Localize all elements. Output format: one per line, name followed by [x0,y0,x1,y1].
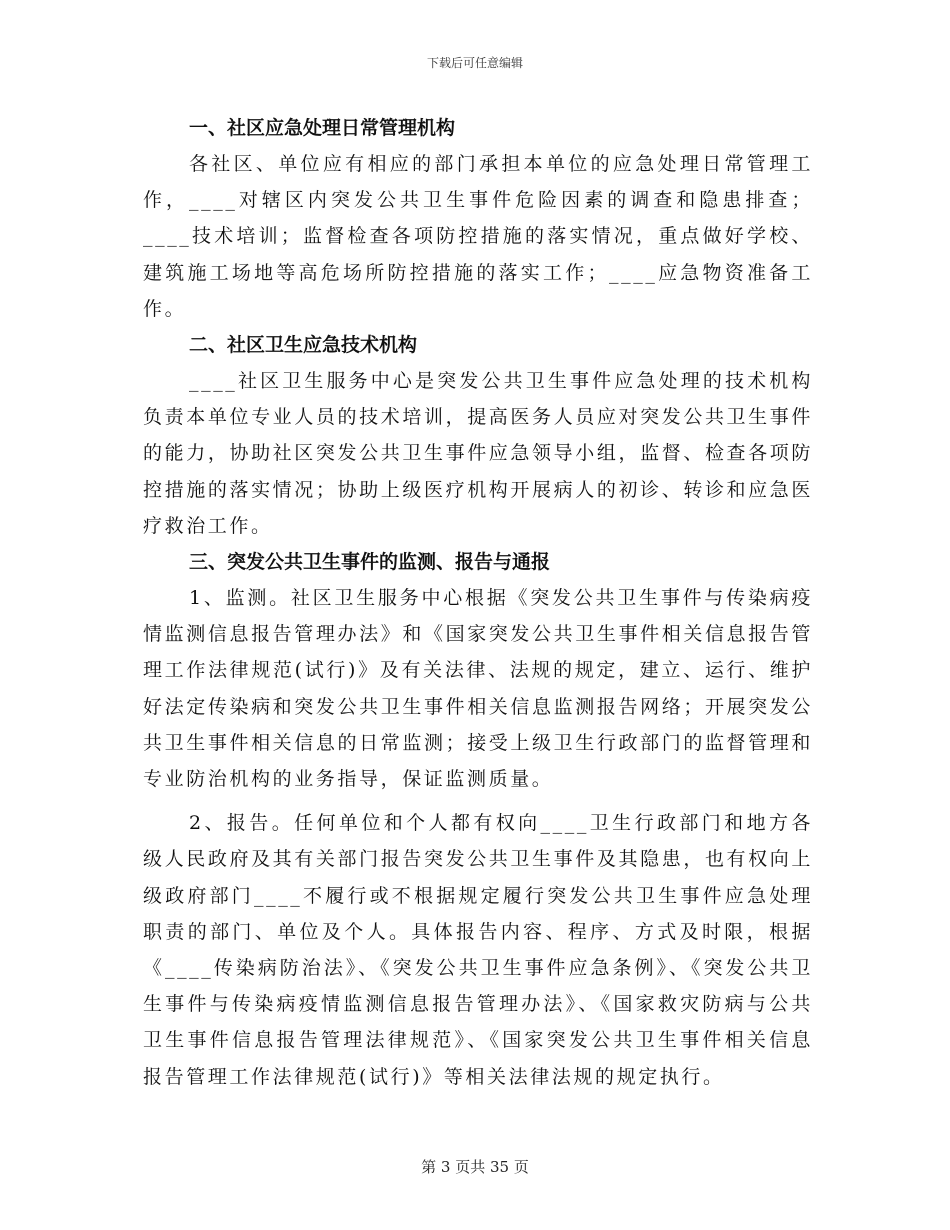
document-body [143,110,813,1095]
section-2-paragraph-1: ____社区卫生服务中心是突发公共卫生事件应急处理的技术机构负责本单位专业人员的技术培训，提高医务人员应对突发公共卫生事件的能力，协助社区突发公共卫生事件应急领导小组，监督、检查各项防控措施的落实情况；协助上级医疗机构开展病人的初诊、转诊和应急医疗救治工作。 [143,370,813,537]
section-3-paragraph-2: 2、报告。任何单位和个人都有权向____卫生行政部门和地方各级人民政府及其有关部门报告突发公共卫生事件及其隐患，也有权向上级政府部门____不履行或不根据规定履行突发公共卫生事件应急处理职责的部门、单位及个人。具体报告内容、程序、方式及时限，根据《____传染病防治法》、《突发公共卫生事件应急条例》、《突发公共卫生事件与传染病疫情监测信息报告管理办法》、《国家救灾防病与公共卫生事件信息报告管理法律规范》、《国家突发公共卫生事件相关信息报告管理工作法律规范(试行)》等相关法律法规的规定执行。 [143,812,813,1088]
page-header: 下载后可任意编辑 [426,56,523,70]
section-1-paragraph-1: 各社区、单位应有相应的部门承担本单位的应急处理日常管理工作，____对辖区内突发公共卫生事件危险因素的调查和隐患排查；____技术培训；监督检查各项防控措施的落实情况，重点做好学校、建筑施工场地等高危场所防控措施的落实工作；____应急物资准备工作。 [143,153,813,320]
paragraph-spacer [143,797,813,805]
section-heading-2: 二、社区卫生应急技术机构 [189,334,418,357]
section-heading-1: 一、社区应急处理日常管理机构 [189,117,456,139]
page-footer: 第 3 页共 35 页 [421,1158,529,1176]
section-heading-3: 三、突发公共卫生事件的监测、报告与通报 [189,551,551,574]
section-3-paragraph-1: 1、监测。社区卫生服务中心根据《突发公共卫生事件与传染病疫情监测信息报告管理办法》和《国家突发公共卫生事件相关信息报告管理工作法律规范(试行)》及有关法律、法规的规定，建立、运行、维护好法定传染病和突发公共卫生事件相关信息监测报告网络；开展突发公共卫生事件相关信息的日常监测；接受上级卫生行政部门的监督管理和专业防治机构的业务指导，保证监测质量。 [143,587,813,791]
